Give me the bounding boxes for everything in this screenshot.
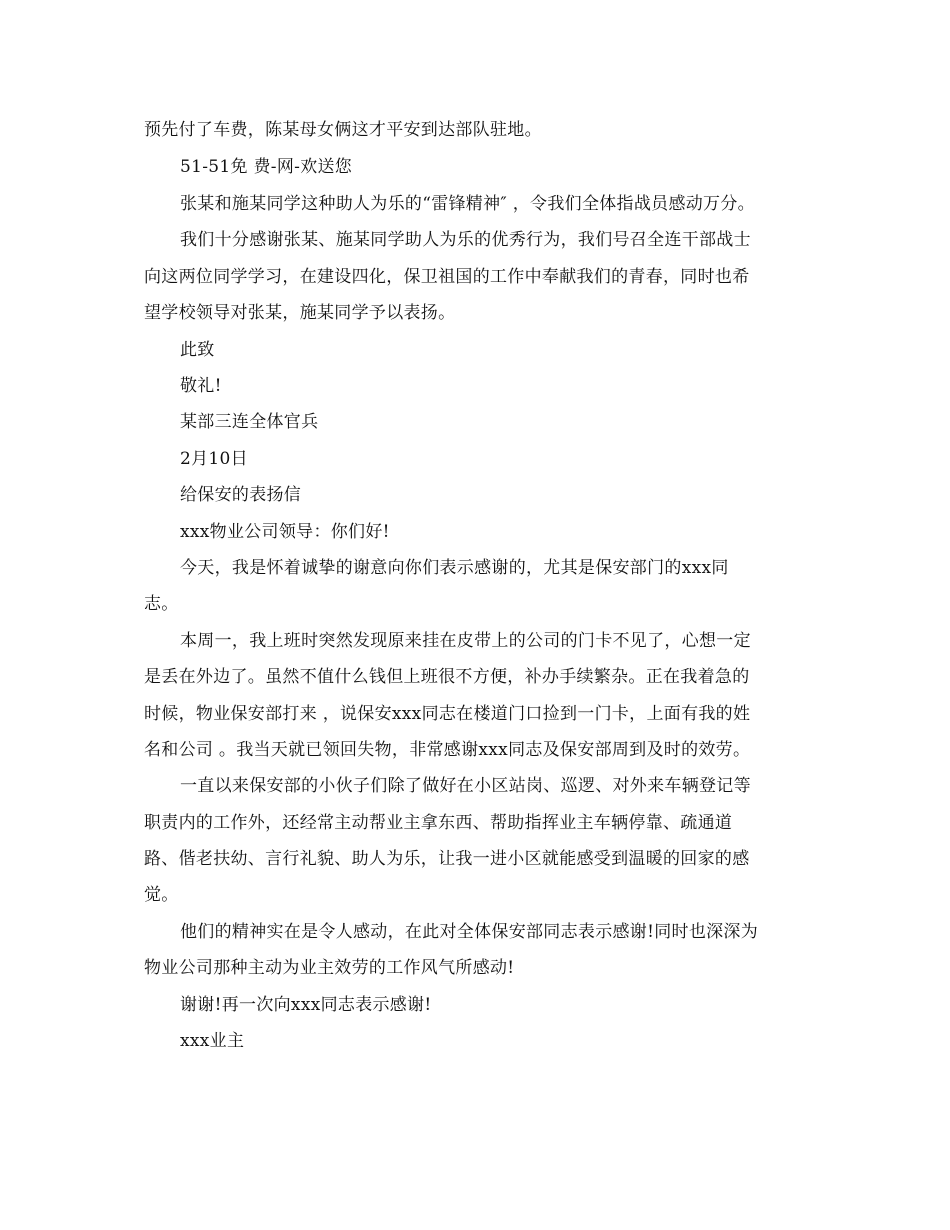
greeting: xxx物业公司领导：你们好! xyxy=(180,522,390,542)
paragraph-line: 他们的精神实在是令人感动，在此对全体保安部同志表示感谢!同时也深深为 xyxy=(180,922,759,942)
paragraph-line: 职责内的工作外，还经常主动帮业主拿东西、帮助指挥业主车辆停靠、疏通道 xyxy=(144,813,733,833)
paragraph-line: 是丢在外边了。虽然不值什么钱但上班很不方便，补办手续繁杂。正在我着急的 xyxy=(144,667,750,687)
paragraph-line: 一直以来保安部的小伙子们除了做好在小区站岗、巡逻、对外来车辆登记等 xyxy=(180,776,751,796)
paragraph-line: 觉。 xyxy=(144,885,179,905)
paragraph-line: 志。 xyxy=(144,594,179,614)
paragraph-line: 本周一，我上班时突然发现原来挂在皮带上的公司的门卡不见了，心想一定 xyxy=(180,631,751,651)
paragraph-line: 张某和施某同学这种助人为乐的“雷锋精神″ ，令我们全体指战员感动万分。 xyxy=(180,194,755,214)
signature: xxx业主 xyxy=(180,1031,245,1051)
date: 2月10日 xyxy=(180,449,248,469)
paragraph-line: 我们十分感谢张某、施某同学助人为乐的优秀行为，我们号召全连干部战士 xyxy=(180,230,751,250)
letter-title: 给保安的表扬信 xyxy=(180,485,302,505)
paragraph-line: 名和公司 。我当天就已领回失物，非常感谢xxx同志及保安部周到及时的效劳。 xyxy=(144,740,751,760)
salutation: 此致 xyxy=(180,340,215,360)
paragraph-line: 向这两位同学学习，在建设四化，保卫祖国的工作中奉献我们的青春，同时也希 xyxy=(144,267,750,287)
paragraph-line: 物业公司那种主动为业主效劳的工作风气所感动! xyxy=(144,958,515,978)
paragraph-line: 望学校领导对张某，施某同学予以表扬。 xyxy=(144,303,456,323)
signature: 某部三连全体官兵 xyxy=(180,412,319,432)
paragraph-line: 路、偕老扶幼、言行礼貌、助人为乐，让我一进小区就能感受到温暖的回家的感 xyxy=(144,849,750,869)
paragraph-line: 预先付了车费，陈某母女俩这才平安到达部队驻地。 xyxy=(144,120,542,140)
paragraph-line: 时候，物业保安部打来 ，说保安xxx同志在楼道门口捡到一门卡，上面有我的姓 xyxy=(144,704,751,724)
paragraph-line: 今天，我是怀着诚挚的谢意向你们表示感谢的，尤其是保安部门的xxx同 xyxy=(180,558,729,578)
salutation: 敬礼! xyxy=(180,376,222,396)
paragraph-line: 51-51免 费-网-欢送您 xyxy=(180,157,353,177)
paragraph-line: 谢谢!再一次向xxx同志表示感谢! xyxy=(180,995,432,1015)
